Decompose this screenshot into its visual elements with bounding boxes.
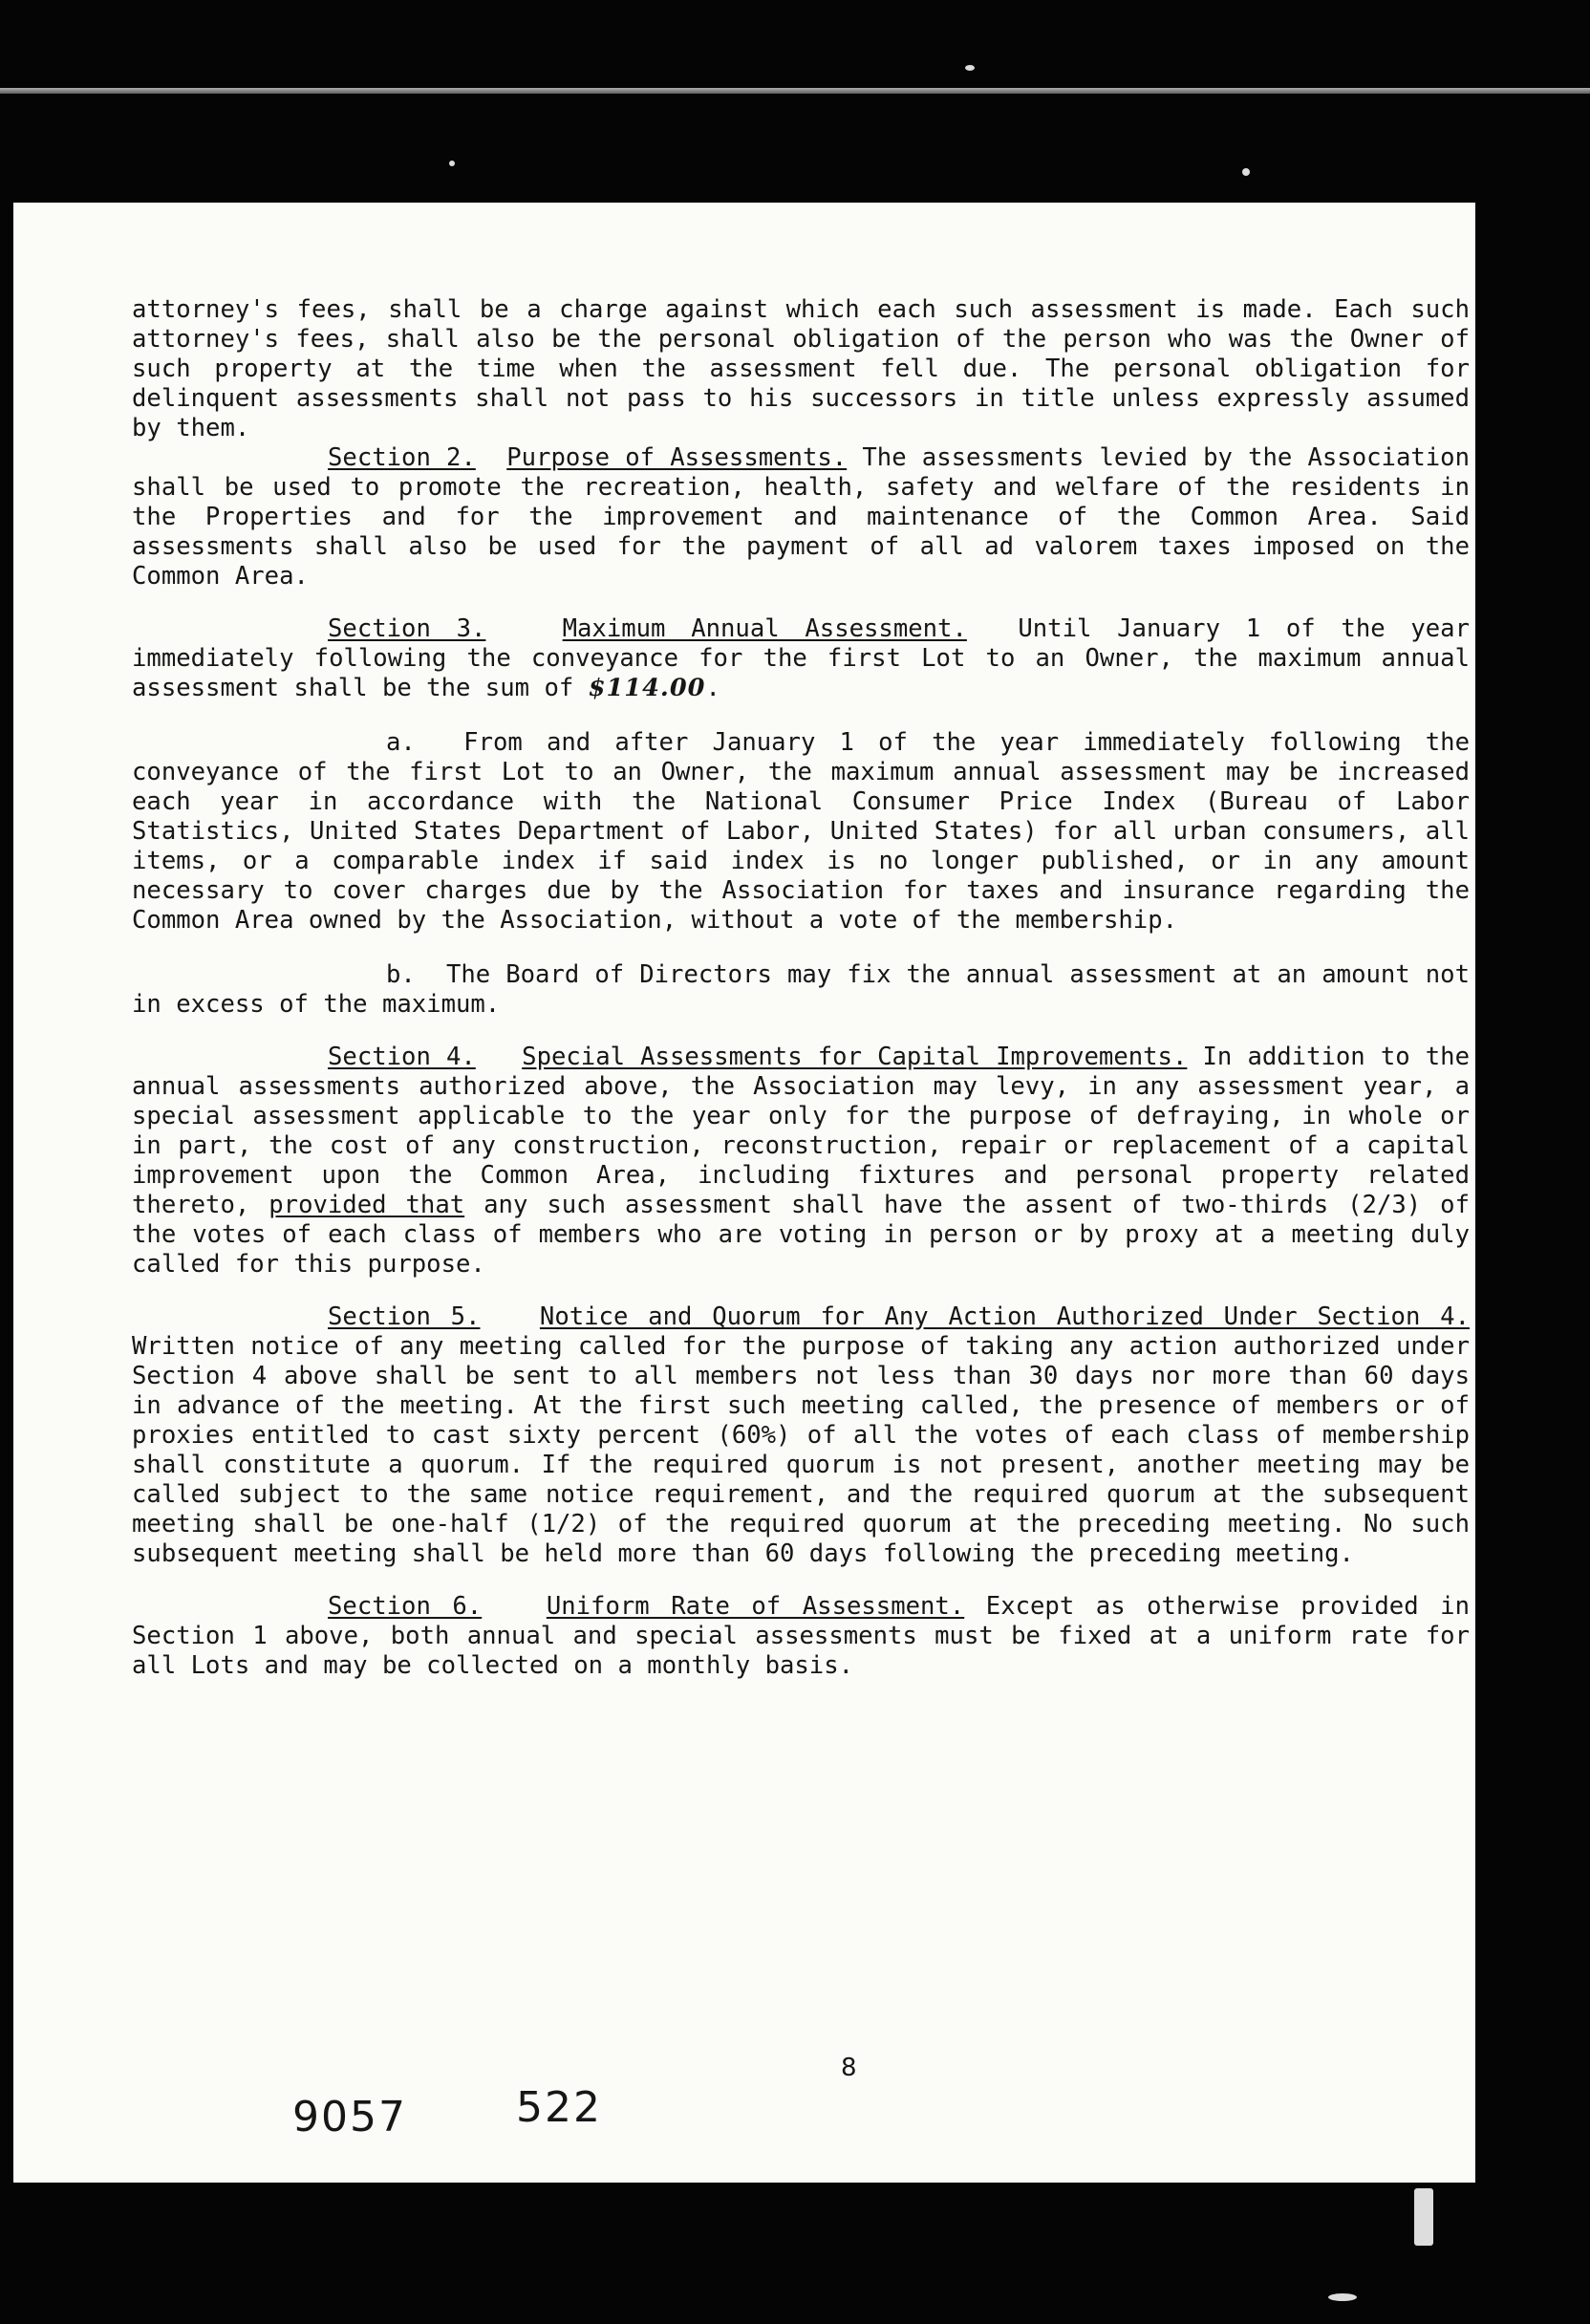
- scan-border-top: [0, 0, 1590, 201]
- section-text: The assessments levied by the Association shall be used to promote the recreation, health, safety and welfare of the residents in the Properties and for the improvement and maintenance of the Common Area. Said assessments shall also be used for the payment of all ad valorem taxes imposed on the Common Area.: [132, 443, 1470, 591]
- scan-edge-line: [0, 88, 1590, 94]
- subsection-text: From and after January 1 of the year immediately following the conveyance of the first Lot to an Owner, the maximum annual assessment may be increased each year in accordance with the National Consumer Price Index (Bureau of Labor Statistics, United States Department of Labor, United States) for all urban consumers, all items, or a comparable index if said index is no longer published, or in any amount necessary to cover charges due by the Association for taxes and insurance regarding the Common Area owned by the Association, without a vote of the membership.: [132, 728, 1470, 935]
- scan-speck: [1242, 168, 1250, 176]
- section-6: [132, 1592, 1470, 1681]
- section-heading: Notice and Quorum for Any Action Authorized Under Section 4.: [539, 1302, 1470, 1331]
- section-2: [132, 443, 1470, 592]
- section-5: [132, 1302, 1470, 1569]
- subsection-a: [132, 728, 1470, 936]
- subsection-label: b.: [386, 960, 416, 989]
- section-heading: Purpose of Assessments.: [506, 443, 848, 472]
- paragraph-text: attorney's fees, shall be a charge against which each such assessment is made. Each such attorney's fees, shall also be the personal obligation of the person who was the Owner of such property at the time when the assessment fell due. The personal obligation for delinquent assessments shall not pass to his successors in title unless expressly assumed by them.: [132, 295, 1470, 442]
- section-4: [132, 1043, 1470, 1280]
- subsection-text: The Board of Directors may fix the annual assessment at an amount not in excess of the maximum.: [132, 960, 1470, 1019]
- section-3: [132, 614, 1470, 703]
- section-text: Except as otherwise provided in Section 1 above, both annual and special assessments must be fixed at a uniform rate for all Lots and may be collected on a monthly basis.: [132, 1592, 1470, 1680]
- section-heading: Maximum Annual Assessment.: [562, 614, 967, 643]
- document-id-left: 9057: [292, 2093, 407, 2141]
- section-label: Section 5.: [328, 1302, 481, 1331]
- scan-speck: [965, 65, 975, 71]
- continuation-paragraph: [132, 295, 1470, 443]
- section-text-end: .: [705, 674, 720, 702]
- section-text: Written notice of any meeting called for the purpose of taking any action authorized under Section 4 above shall be sent to all members not less than 30 days nor more than 60 days in advance of the meeting. At the first such meeting called, the presence of members or of proxies entitled to cast sixty percent (60%) of all the votes of each class of membership shall constitute a quorum. If the required quorum is not present, another meeting may be called subject to the same notice requirement, and the required quorum at the subsequent meeting shall be one-half (1/2) of the required quorum at the preceding meeting. No such subsequent meeting shall be held more than 60 days following the preceding meeting.: [132, 1332, 1470, 1568]
- subsection-b: [132, 960, 1470, 1020]
- emphasis-provided-that: provided that: [269, 1191, 465, 1219]
- scan-border-left: [0, 191, 13, 2198]
- section-text-continued: any such assessment shall have the assent of two-thirds (2/3) of the votes of each class of members who are voting in person or by proxy at a meeting duly called for this purpose.: [132, 1191, 1470, 1279]
- subsection-label: a.: [386, 728, 416, 757]
- document-page: [13, 203, 1475, 2183]
- section-text: In addition to the annual assessments authorized above, the Association may levy, in any assessment year, a special assessment applicable to the year only for the purpose of defraying, in whole or in part, the cost of any construction, reconstruction, repair or replacement of a capital improvement upon the Common Area, including fixtures and personal property related thereto,: [132, 1043, 1470, 1219]
- section-heading: Uniform Rate of Assessment.: [546, 1592, 965, 1621]
- scan-border-right: [1475, 191, 1590, 2198]
- section-label: Section 4.: [328, 1043, 476, 1071]
- scan-border-bottom: [0, 2183, 1590, 2324]
- scan-speck: [449, 161, 455, 166]
- section-heading: Special Assessments for Capital Improvements.: [522, 1043, 1188, 1071]
- document-id-right: 522: [516, 2083, 602, 2132]
- section-label: Section 3.: [328, 614, 486, 643]
- document-body: [132, 295, 1470, 1681]
- scan-speck: [1414, 2188, 1433, 2246]
- section-text: Until January 1 of the year immediately following the conveyance for the first Lot to an Owner, the maximum annual assessment shall be the sum of: [132, 614, 1470, 702]
- section-label: Section 6.: [328, 1592, 483, 1621]
- scan-speck: [1328, 2293, 1357, 2301]
- section-label: Section 2.: [328, 443, 476, 472]
- handwritten-amount: $114.00: [588, 674, 706, 702]
- page-number: 8: [841, 2054, 857, 2082]
